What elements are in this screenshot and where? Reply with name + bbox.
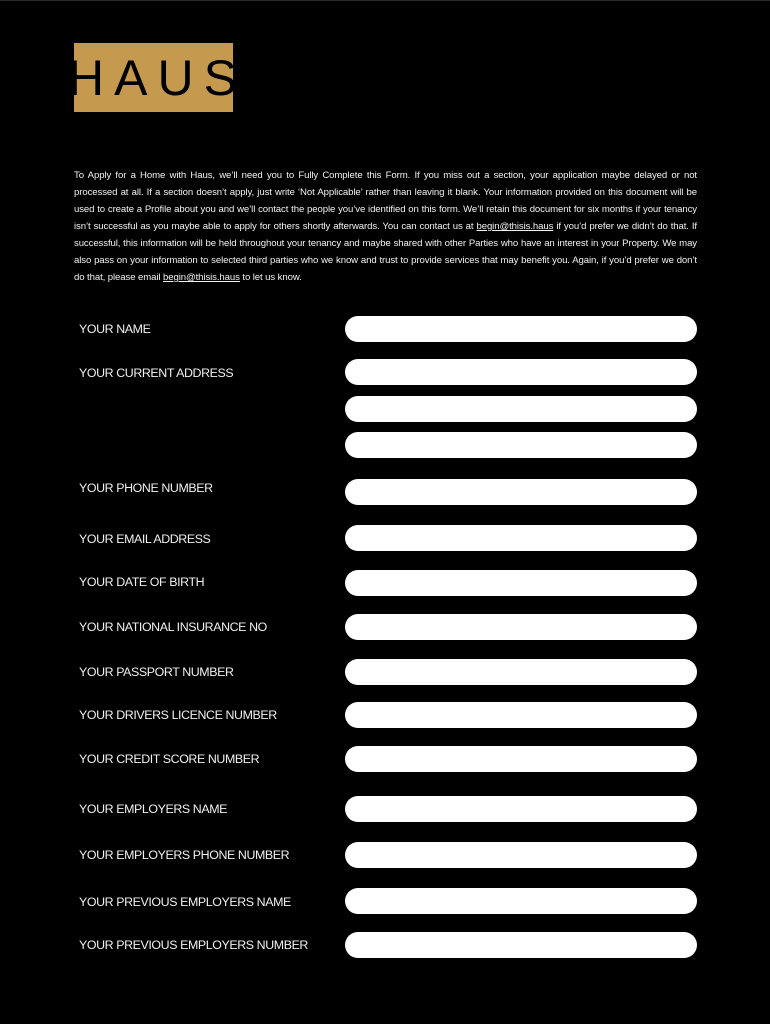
email-link-1[interactable]: begin@thisis.haus (476, 221, 554, 232)
dob-field[interactable] (345, 570, 697, 596)
name-field[interactable] (345, 316, 697, 342)
intro-text-1: To Apply for a Home with Haus, we’ll need you to Fully Complete this Form. If you miss out a section, your application maybe delayed or not processed at all. If a section doesn’t apply, just write ‘Not Applicable’ rather than leaving it blank. Your information provided on this document will be used to create a Profile about you and we’ll contact the people you’ve identified on this form. We’ll retain this document for six months if your tenancy isn’t successful as you maybe able to apply for others shortly afterwards. You can contact us at (74, 170, 697, 232)
top-divider (0, 0, 770, 1)
address-line-1-field[interactable] (345, 359, 697, 385)
email-field[interactable] (345, 525, 697, 551)
haus-logo: HAUS (74, 43, 233, 112)
previous-employer-number-label: YOUR PREVIOUS EMPLOYERS NUMBER (79, 938, 308, 952)
email-label: YOUR EMAIL ADDRESS (79, 532, 211, 546)
employer-phone-field[interactable] (345, 842, 697, 868)
ni-label: YOUR NATIONAL INSURANCE NO (79, 620, 267, 634)
licence-field[interactable] (345, 702, 697, 728)
credit-score-label: YOUR CREDIT SCORE NUMBER (79, 752, 260, 766)
previous-employer-name-label: YOUR PREVIOUS EMPLOYERS NAME (79, 895, 291, 909)
credit-score-field[interactable] (345, 746, 697, 772)
address-line-3-field[interactable] (345, 432, 697, 458)
dob-label: YOUR DATE OF BIRTH (79, 575, 205, 589)
passport-field[interactable] (345, 659, 697, 685)
passport-label: YOUR PASSPORT NUMBER (79, 665, 234, 679)
email-link-2[interactable]: begin@thisis.haus (163, 272, 240, 283)
address-line-2-field[interactable] (345, 396, 697, 422)
employer-name-label: YOUR EMPLOYERS NAME (79, 802, 228, 816)
intro-text-3: to let us know. (239, 272, 302, 283)
previous-employer-name-field[interactable] (345, 888, 697, 914)
phone-field[interactable] (345, 479, 697, 505)
employer-name-field[interactable] (345, 796, 697, 822)
intro-paragraph (74, 167, 697, 286)
phone-label: YOUR PHONE NUMBER (79, 481, 213, 495)
ni-field[interactable] (345, 614, 697, 640)
name-label: YOUR NAME (79, 322, 151, 336)
address-label: YOUR CURRENT ADDRESS (79, 366, 234, 380)
licence-label: YOUR DRIVERS LICENCE NUMBER (79, 708, 277, 722)
previous-employer-number-field[interactable] (345, 932, 697, 958)
intro-text-2: if you’d prefer we didn’t do that. If successful, this information will be held throughout your tenancy and maybe shared with other Parties who have an interest in your Property. We may also pass on your information to selected third parties who we know and trust to provide services that may benefit you. Again, if you’d prefer we don’t do that, please email (74, 221, 697, 283)
employer-phone-label: YOUR EMPLOYERS PHONE NUMBER (79, 848, 290, 862)
